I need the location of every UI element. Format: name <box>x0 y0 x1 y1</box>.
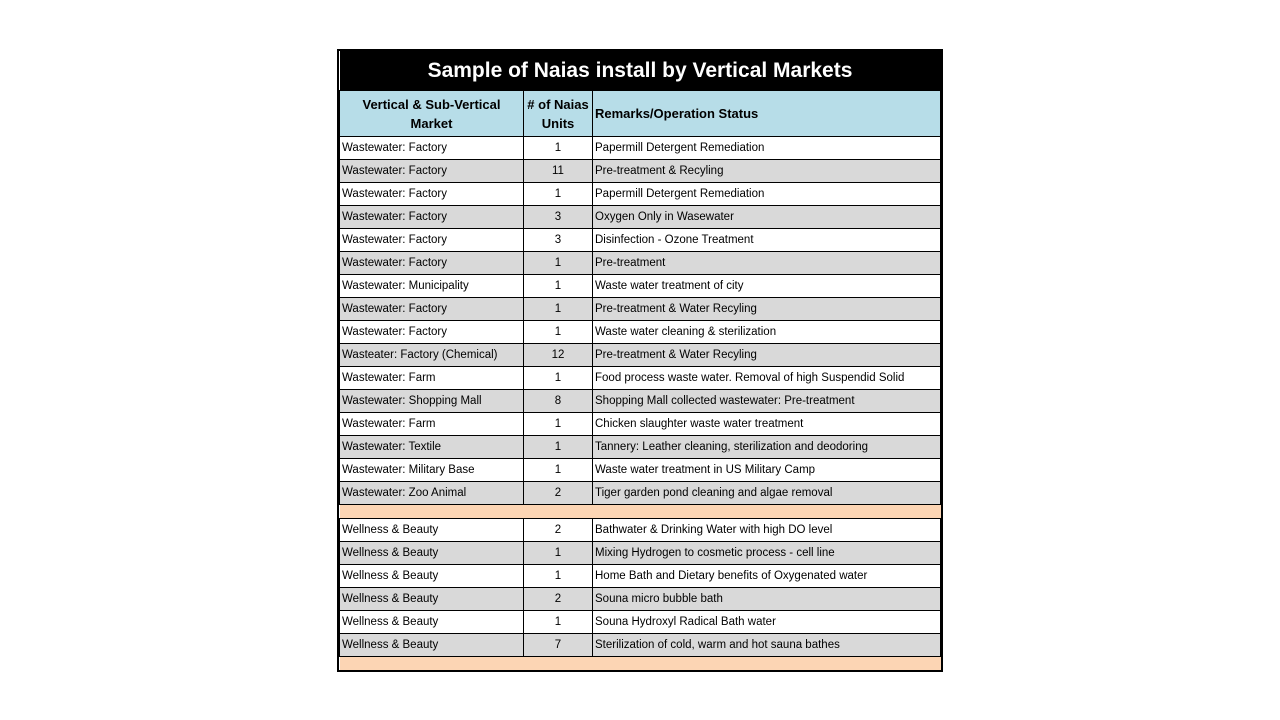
wastewater-market-cell[interactable]: Wastewater: Municipality <box>340 275 524 298</box>
wastewater-market-cell[interactable]: Wastewater: Factory <box>340 183 524 206</box>
wastewater-remarks-cell[interactable]: Shopping Mall collected wastewater: Pre-treatment <box>593 390 941 413</box>
wastewater-remarks-cell[interactable]: Tiger garden pond cleaning and algae removal <box>593 482 941 505</box>
wastewater-units-cell[interactable]: 1 <box>524 275 593 298</box>
wastewater-market-cell[interactable]: Wastewater: Factory <box>340 321 524 344</box>
table-row <box>340 206 941 229</box>
wastewater-market-cell[interactable]: Wastewater: Textile <box>340 436 524 459</box>
table-row <box>340 565 941 588</box>
install-table <box>339 51 941 670</box>
wellness-units-cell[interactable]: 2 <box>524 519 593 542</box>
wellness-remarks-cell[interactable]: Sterilization of cold, warm and hot sauna bathes <box>593 634 941 657</box>
title-row <box>340 51 941 91</box>
table-row <box>340 229 941 252</box>
wastewater-units-cell[interactable]: 3 <box>524 229 593 252</box>
wellness-remarks-cell[interactable]: Souna Hydroxyl Radical Bath water <box>593 611 941 634</box>
wellness-units-cell[interactable]: 7 <box>524 634 593 657</box>
wellness-market-cell[interactable]: Wellness & Beauty <box>340 588 524 611</box>
header-row <box>340 91 941 137</box>
table-row <box>340 482 941 505</box>
wastewater-units-cell[interactable]: 1 <box>524 183 593 206</box>
wastewater-remarks-cell[interactable]: Waste water treatment of city <box>593 275 941 298</box>
spacer-cell[interactable] <box>340 657 941 671</box>
table-row <box>340 344 941 367</box>
table-row <box>340 413 941 436</box>
wellness-market-cell[interactable]: Wellness & Beauty <box>340 565 524 588</box>
wastewater-market-cell[interactable]: Wastewater: Shopping Mall <box>340 390 524 413</box>
wastewater-market-cell[interactable]: Wastewater: Farm <box>340 367 524 390</box>
wastewater-units-cell[interactable]: 8 <box>524 390 593 413</box>
table-row <box>340 137 941 160</box>
wastewater-units-cell[interactable]: 1 <box>524 137 593 160</box>
wellness-remarks-cell[interactable]: Home Bath and Dietary benefits of Oxygenated water <box>593 565 941 588</box>
section-spacer-row <box>340 657 941 671</box>
wellness-market-cell[interactable]: Wellness & Beauty <box>340 634 524 657</box>
wastewater-remarks-cell[interactable]: Papermill Detergent Remediation <box>593 137 941 160</box>
wellness-market-cell[interactable]: Wellness & Beauty <box>340 611 524 634</box>
install-table-sheet <box>337 49 943 672</box>
wastewater-units-cell[interactable]: 1 <box>524 252 593 275</box>
wastewater-units-cell[interactable]: 1 <box>524 367 593 390</box>
wastewater-market-cell[interactable]: Wastewater: Zoo Animal <box>340 482 524 505</box>
spacer-cell[interactable] <box>340 505 941 519</box>
wellness-market-cell[interactable]: Wellness & Beauty <box>340 519 524 542</box>
wastewater-remarks-cell[interactable]: Disinfection - Ozone Treatment <box>593 229 941 252</box>
wellness-remarks-cell[interactable]: Mixing Hydrogen to cosmetic process - cell line <box>593 542 941 565</box>
header-remarks[interactable]: Remarks/Operation Status <box>593 91 941 137</box>
section-spacer-row <box>340 505 941 519</box>
wellness-units-cell[interactable]: 1 <box>524 542 593 565</box>
table-title: Sample of Naias install by Vertical Markets <box>340 51 941 91</box>
wastewater-market-cell[interactable]: Wastewater: Farm <box>340 413 524 436</box>
wastewater-units-cell[interactable]: 1 <box>524 436 593 459</box>
table-row <box>340 183 941 206</box>
wastewater-units-cell[interactable]: 1 <box>524 413 593 436</box>
wellness-remarks-cell[interactable]: Souna micro bubble bath <box>593 588 941 611</box>
table-row <box>340 459 941 482</box>
wastewater-market-cell[interactable]: Wastewater: Military Base <box>340 459 524 482</box>
table-row <box>340 436 941 459</box>
header-units[interactable]: # of Naias Units <box>524 91 593 137</box>
table-row <box>340 588 941 611</box>
wastewater-units-cell[interactable]: 3 <box>524 206 593 229</box>
wellness-remarks-cell[interactable]: Bathwater & Drinking Water with high DO level <box>593 519 941 542</box>
table-row <box>340 519 941 542</box>
table-row <box>340 252 941 275</box>
wastewater-units-cell[interactable]: 1 <box>524 321 593 344</box>
header-market[interactable]: Vertical & Sub-Vertical Market <box>340 91 524 137</box>
wastewater-remarks-cell[interactable]: Oxygen Only in Wasewater <box>593 206 941 229</box>
table-row <box>340 611 941 634</box>
wastewater-units-cell[interactable]: 2 <box>524 482 593 505</box>
table-row <box>340 160 941 183</box>
wellness-market-cell[interactable]: Wellness & Beauty <box>340 542 524 565</box>
wastewater-remarks-cell[interactable]: Chicken slaughter waste water treatment <box>593 413 941 436</box>
table-row <box>340 367 941 390</box>
wastewater-market-cell[interactable]: Wasteater: Factory (Chemical) <box>340 344 524 367</box>
table-row <box>340 542 941 565</box>
wastewater-market-cell[interactable]: Wastewater: Factory <box>340 137 524 160</box>
table-row <box>340 275 941 298</box>
table-row <box>340 298 941 321</box>
wellness-units-cell[interactable]: 1 <box>524 611 593 634</box>
wastewater-remarks-cell[interactable]: Waste water treatment in US Military Camp <box>593 459 941 482</box>
wastewater-units-cell[interactable]: 1 <box>524 459 593 482</box>
wastewater-remarks-cell[interactable]: Papermill Detergent Remediation <box>593 183 941 206</box>
wellness-units-cell[interactable]: 2 <box>524 588 593 611</box>
wastewater-market-cell[interactable]: Wastewater: Factory <box>340 160 524 183</box>
table-row <box>340 634 941 657</box>
wastewater-remarks-cell[interactable]: Pre-treatment <box>593 252 941 275</box>
wastewater-market-cell[interactable]: Wastewater: Factory <box>340 206 524 229</box>
wastewater-remarks-cell[interactable]: Tannery: Leather cleaning, sterilization and deodoring <box>593 436 941 459</box>
wastewater-units-cell[interactable]: 1 <box>524 298 593 321</box>
wastewater-remarks-cell[interactable]: Food process waste water. Removal of high Suspendid Solid <box>593 367 941 390</box>
wastewater-market-cell[interactable]: Wastewater: Factory <box>340 298 524 321</box>
wastewater-remarks-cell[interactable]: Pre-treatment & Water Recyling <box>593 298 941 321</box>
table-row <box>340 390 941 413</box>
wastewater-market-cell[interactable]: Wastewater: Factory <box>340 229 524 252</box>
wastewater-units-cell[interactable]: 12 <box>524 344 593 367</box>
wastewater-remarks-cell[interactable]: Pre-treatment & Water Recyling <box>593 344 941 367</box>
wastewater-market-cell[interactable]: Wastewater: Factory <box>340 252 524 275</box>
wellness-units-cell[interactable]: 1 <box>524 565 593 588</box>
wastewater-remarks-cell[interactable]: Waste water cleaning & sterilization <box>593 321 941 344</box>
wastewater-remarks-cell[interactable]: Pre-treatment & Recyling <box>593 160 941 183</box>
table-row <box>340 321 941 344</box>
wastewater-units-cell[interactable]: 11 <box>524 160 593 183</box>
